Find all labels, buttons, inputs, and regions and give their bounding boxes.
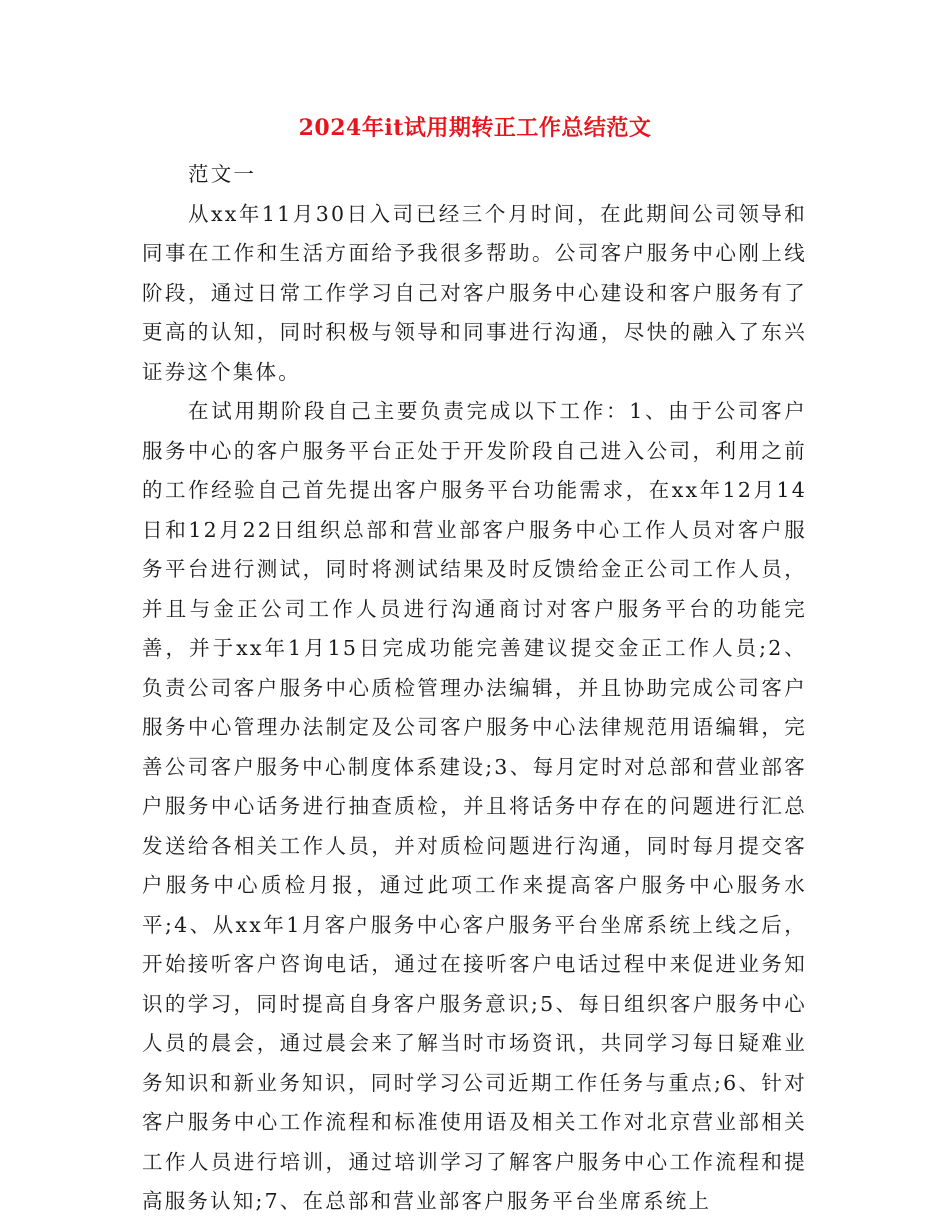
paragraph-intro: 从xx年11月30日入司已经三个月时间，在此期间公司领导和同事在工作和生活方面给予我很多帮助。公司客户服务中心刚上线阶段，通过日常工作学习自己对客户服务中心建设和客户服务有了更高的认知，同时积极与领导和同事进行沟通，尽快的融入了东兴证券这个集体。	[142, 201, 807, 384]
document-title: 2024年it试用期转正工作总结范文	[298, 115, 652, 141]
paragraph-work-list: 在试用期阶段自己主要负责完成以下工作：1、由于公司客户服务中心的客户服务平台正处于开发阶段自己进入公司，利用之前的工作经验自己首先提出客户服务平台功能需求，在xx年12月14日和12月22日组织总部和营业部客户服务中心工作人员对客户服务平台进行测试，同时将测试结果及时反馈给金正公司工作人员，并且与金正公司工作人员进行沟通商讨对客户服务平台的功能完善，并于xx年1月15日完成功能完善建议提交金正工作人员;2、负责公司客户服务中心质检管理办法编辑，并且协助完成公司客户服务中心管理办法制定及公司客户服务中心法律规范用语编辑，完善公司客户服务中心制度体系建设;3、每月定时对总部和营业部客户服务中心话务进行抽查质检，并且将话务中存在的问题进行汇总发送给各相关工作人员，并对质检问题进行沟通，同时每月提交客户服务中心质检月报，通过此项工作来提高客户服务中心服务水平;4、从xx年1月客户服务中心客户服务平台坐席系统上线之后，开始接听客户咨询电话，通过在接听客户电话过程中来促进业务知识的学习，同时提高自身客户服务意识;5、每日组织客户服务中心人员的晨会，通过晨会来了解当时市场资讯，共同学习每日疑难业务知识和新业务知识，同时学习公司近期工作任务与重点;6、针对客户服务中心工作流程和标准使用语及相关工作对北京营业部相关工作人员进行培训，通过培训学习了解客户服务中心工作流程和提高服务认知;7、在总部和营业部客户服务平台坐席系统上	[142, 399, 807, 1213]
document-body	[142, 155, 807, 1222]
paragraph-section-heading: 范文一	[188, 162, 257, 186]
